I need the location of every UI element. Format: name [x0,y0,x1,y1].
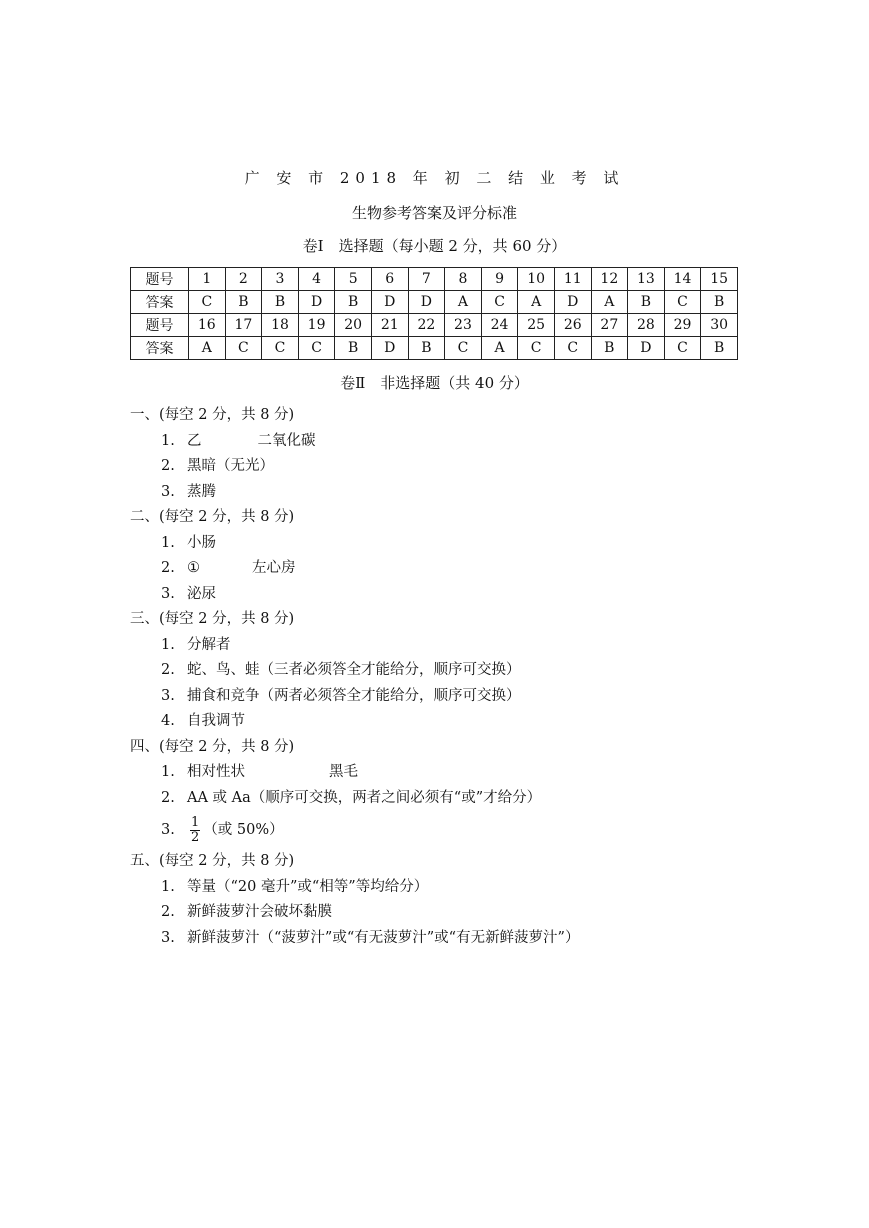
answer-cell: B [628,291,665,314]
question-number: 26 [554,314,591,337]
answer-cell: B [225,291,262,314]
answer-line [130,811,750,849]
part2-heading: 卷Ⅱ 非选择题（共 40 分） [340,374,529,392]
item-number: 2. [161,560,175,576]
item-number: 2. [161,662,175,678]
table-row-answers-2 [131,337,738,360]
item-number: 3. [161,585,175,602]
answer-cell: D [628,337,665,360]
answer-text: 泌尿 [187,585,216,602]
question-number: 30 [701,314,738,337]
answer-text: 蒸腾 [187,483,216,500]
answer-line [130,556,750,582]
section-heading: 一、(每空 2 分，共 8 分) [130,407,295,423]
answer-text: ① [187,560,200,576]
answer-cell: D [371,291,408,314]
answer-line [130,582,750,608]
answer-cell: A [481,337,518,360]
section-heading: 五、(每空 2 分，共 8 分) [130,853,295,869]
answer-text: （或 50%） [203,822,284,838]
answer-cell: C [298,337,335,360]
fraction-numerator: 1 [191,814,200,830]
answer-line [130,926,750,952]
answer-line [130,633,750,659]
row-label: 题号 [131,314,189,337]
answer-cell: C [189,291,226,314]
item-number: 2. [161,789,175,806]
item-number: 1. [161,432,175,449]
question-number: 14 [664,268,701,291]
question-number: 11 [554,268,591,291]
answer-cell: D [408,291,445,314]
answer-table [130,267,738,360]
answer-text: 小肠 [187,534,216,551]
answer-cell: C [262,337,299,360]
question-number: 17 [225,314,262,337]
answer-cell: B [262,291,299,314]
question-number: 28 [628,314,665,337]
answer-cell: A [518,291,555,314]
answer-text: 新鲜菠萝汁（“菠萝汁”或“有无菠萝汁”或“有无新鲜菠萝汁”） [187,929,580,946]
answer-text: 黑毛 [329,764,358,780]
answer-line [130,658,750,684]
table-row-answers-1 [131,291,738,314]
answer-cell: C [664,291,701,314]
question-number: 19 [298,314,335,337]
answer-cell: B [701,291,738,314]
part1-heading: 卷Ⅰ 选择题（每小题 2 分，共 60 分） [302,237,567,255]
fraction-denominator: 2 [191,829,200,845]
question-number: 7 [408,268,445,291]
question-number: 18 [262,314,299,337]
section-heading: 四、(每空 2 分，共 8 分) [130,738,295,755]
question-number: 16 [189,314,226,337]
answer-cell: B [408,337,445,360]
item-number: 2. [161,904,175,920]
question-number: 3 [262,268,299,291]
answer-line [130,454,750,480]
table-row-numbers-1 [131,268,738,291]
answer-cell: C [481,291,518,314]
question-number: 15 [701,268,738,291]
item-number: 3. [161,929,175,946]
answer-cell: B [591,337,628,360]
answer-cell: C [445,337,482,360]
question-number: 25 [518,314,555,337]
answer-cell: C [225,337,262,360]
answer-line [130,760,750,786]
answer-text: 分解者 [187,636,231,653]
answer-text: 自我调节 [187,713,245,729]
item-number: 3. [161,483,175,500]
item-number: 2. [161,458,175,474]
item-number: 1. [161,534,175,551]
item-number: 1. [161,764,175,780]
item-number: 3. [161,822,175,838]
row-label: 答案 [131,337,189,360]
question-number: 10 [518,268,555,291]
row-label: 答案 [131,291,189,314]
item-number: 1. [161,878,175,895]
row-label: 题号 [131,268,189,291]
answer-line [130,875,750,901]
document-title: 广 安 市 2018 年 初 二 结 业 考 试 [244,169,625,187]
answer-text: 等量（“20 毫升”或“相等”等均给分） [187,878,429,895]
answer-cell: D [554,291,591,314]
question-number: 27 [591,314,628,337]
answer-text: 乙 [187,432,202,449]
answer-text: 新鲜菠萝汁会破坏黏膜 [187,904,332,920]
answer-cell: C [554,337,591,360]
question-number: 29 [664,314,701,337]
answer-cell: A [591,291,628,314]
answer-cell: C [664,337,701,360]
question-number: 13 [628,268,665,291]
section-heading: 二、(每空 2 分，共 8 分) [130,509,295,525]
answer-text: 左心房 [252,560,296,576]
answer-cell: A [445,291,482,314]
answer-text: AA 或 Aa（顺序可交换，两者之间必须有“或”才给分） [187,789,542,806]
answer-text: 相对性状 [187,764,245,780]
question-number: 5 [335,268,372,291]
answer-cell: B [335,337,372,360]
answer-sections [130,403,750,951]
answer-text: 蛇、鸟、蛙（三者必须答全才能给分，顺序可交换） [187,662,521,678]
answer-text: 捕食和竞争（两者必须答全才能给分，顺序可交换） [187,687,521,704]
fraction [190,816,200,845]
question-number: 4 [298,268,335,291]
question-number: 1 [189,268,226,291]
question-number: 22 [408,314,445,337]
document-subtitle: 生物参考答案及评分标准 [351,204,517,222]
question-number: 6 [371,268,408,291]
answer-cell: B [335,291,372,314]
question-number: 2 [225,268,262,291]
section-heading: 三、(每空 2 分，共 8 分) [130,611,295,627]
answer-cell: C [518,337,555,360]
answer-line [130,786,750,812]
answer-cell: D [371,337,408,360]
answer-cell: A [189,337,226,360]
answer-text: 二氧化碳 [257,432,316,449]
answer-line [130,531,750,557]
question-number: 24 [481,314,518,337]
answer-line [130,684,750,710]
question-number: 8 [445,268,482,291]
question-number: 12 [591,268,628,291]
item-number: 4. [161,713,175,729]
question-number: 9 [481,268,518,291]
answer-cell: D [298,291,335,314]
question-number: 23 [445,314,482,337]
answer-line [130,900,750,926]
question-number: 20 [335,314,372,337]
item-number: 1. [161,636,175,653]
answer-line [130,709,750,735]
answer-line [130,480,750,506]
table-row-numbers-2 [131,314,738,337]
answer-cell: B [701,337,738,360]
answer-text: 黑暗（无光） [187,458,274,474]
item-number: 3. [161,687,175,704]
question-number: 21 [371,314,408,337]
answer-line [130,429,750,455]
